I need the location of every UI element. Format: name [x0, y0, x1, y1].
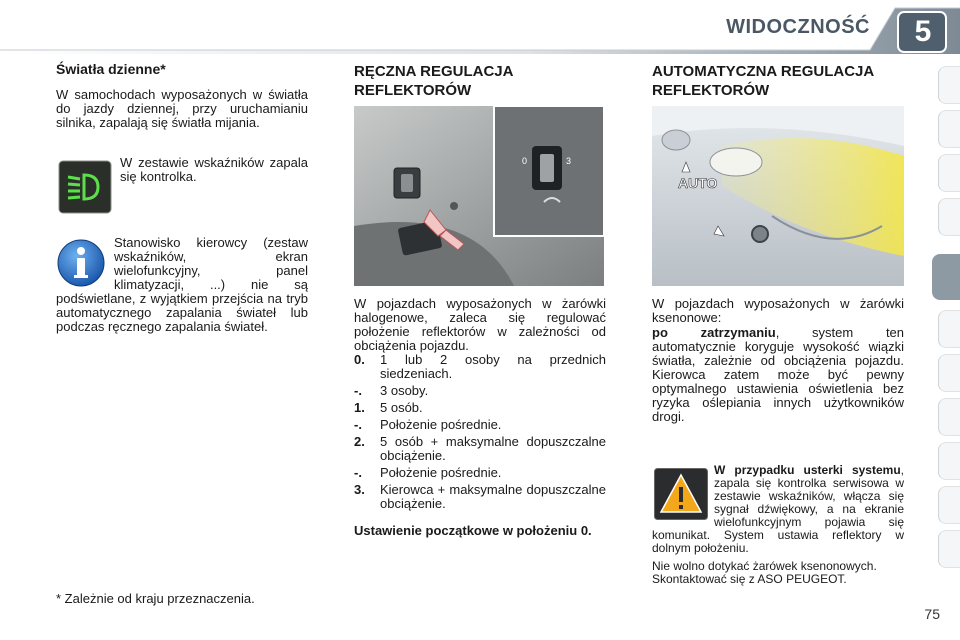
chapter-tabs: [932, 66, 960, 586]
svg-text:3: 3: [566, 156, 572, 166]
chapter-tab[interactable]: [938, 354, 960, 392]
initial-setting-note: Ustawienie początkowe w położeniu 0.: [354, 523, 592, 538]
list-value: Położenie pośrednie.: [380, 417, 502, 432]
warning-rest-text: , zapala się kontrolka serwisowa w zestawie wskaźników, włącza się sygnał dźwiękowy, a na ekranie wielofunkcyjnym pojawia się komunikat. System ustawia reflektory w dolnym położeniu.: [652, 463, 904, 555]
list-item: [354, 435, 606, 463]
chapter-tab[interactable]: [938, 198, 960, 236]
manual-adjust-intro: W pojazdach wyposażonych w żarówki halogenowe, zaleca się regulować położenie reflektorów w zależności od obciążenia pojazdu.: [354, 296, 606, 353]
list-value: 1 lub 2 osoby na przednich siedzeniach.: [380, 352, 606, 381]
list-item: [354, 353, 606, 381]
list-item: [354, 418, 606, 432]
list-value: Położenie pośrednie.: [380, 465, 502, 480]
list-key: -.: [354, 417, 362, 432]
list-item: [354, 384, 606, 398]
footnote: * Zależnie od kraju przeznaczenia.: [56, 591, 255, 606]
auto-adjust-body-bold: po zatrzymaniu: [652, 325, 776, 340]
manual-adjust-title: RĘCZNA REGULACJA REFLEKTORÓW: [354, 63, 513, 99]
daytime-lights-title: Światła dzienne*: [56, 61, 166, 77]
chapter-tab[interactable]: [938, 398, 960, 436]
list-item: [354, 466, 606, 480]
auto-adjust-photo: [652, 106, 904, 286]
list-key: -.: [354, 383, 362, 398]
list-key: 3.: [354, 482, 365, 497]
list-key: 1.: [354, 400, 365, 415]
auto-adjust-body-rest: , system ten automatycznie koryguje wysokość wiązki światła, zależnie od obciążenia pojazdu. Kierowca zatem może być pewny optymalnego ustawienia oświetlenia bez ryzyka oślepiania innych użytkowników drogi.: [652, 325, 905, 424]
list-item: [354, 483, 606, 511]
chapter-tab-active[interactable]: [932, 254, 960, 300]
chapter-tab[interactable]: [938, 154, 960, 192]
auto-label: AUTO: [678, 175, 718, 191]
chapter-tab[interactable]: [938, 486, 960, 524]
chapter-tab[interactable]: [938, 310, 960, 348]
list-value: 3 osoby.: [380, 383, 429, 398]
chapter-header: [0, 0, 960, 58]
chapter-title: WIDOCZNOŚĆ: [726, 16, 870, 38]
auto-adjust-title: AUTOMATYCZNA REGULACJA REFLEKTORÓW: [652, 63, 874, 99]
auto-adjust-body: [652, 326, 904, 424]
manual-adjust-photo: [354, 106, 604, 286]
info-text: [56, 236, 308, 334]
auto-adjust-intro: W pojazdach wyposażonych w żarówki ksenonowe:: [652, 296, 904, 325]
page-number: 75: [924, 606, 940, 622]
indicator-text: W zestawie wskaźników zapala się kontrolka.: [120, 155, 308, 184]
load-positions-list: [354, 353, 606, 514]
system-fault-warning: [652, 464, 904, 555]
chapter-tab[interactable]: [938, 442, 960, 480]
chapter-number: 5: [914, 15, 932, 48]
chapter-tab[interactable]: [938, 110, 960, 148]
daytime-lights-text: W samochodach wyposażonych w światła do jazdy dziennej, przy uruchamianiu silnika, zapalają się światła mijania.: [56, 87, 308, 130]
list-item: [354, 401, 606, 415]
svg-text:0: 0: [522, 156, 528, 166]
list-value: Kierowca + maksymalne dopuszczalne obciążenie.: [380, 482, 606, 511]
headlight-indicator-icon: [58, 160, 112, 214]
list-key: 0.: [354, 352, 365, 367]
list-value: 5 osób + maksymalne dopuszczalne obciążenie.: [380, 434, 606, 463]
xenon-bulb-note: Nie wolno dotykać żarówek ksenonowych. Skontaktować się z ASO PEUGEOT.: [652, 559, 877, 586]
warning-bold-text: W przypadku usterki systemu: [714, 463, 901, 477]
info-text-content: Stanowisko kierowcy (zestaw wskaźników, ekran wielofunkcyjny, panel klimatyzacji, ...) nie są podświetlane, z wyjątkiem przejścia na tryb automatycznego zapalania świateł lub podczas ręcznego zapalania świateł.: [56, 235, 308, 334]
list-value: 5 osób.: [380, 400, 423, 415]
list-key: 2.: [354, 434, 365, 449]
chapter-tab[interactable]: [938, 66, 960, 104]
list-key: -.: [354, 465, 362, 480]
chapter-tab[interactable]: [938, 530, 960, 568]
